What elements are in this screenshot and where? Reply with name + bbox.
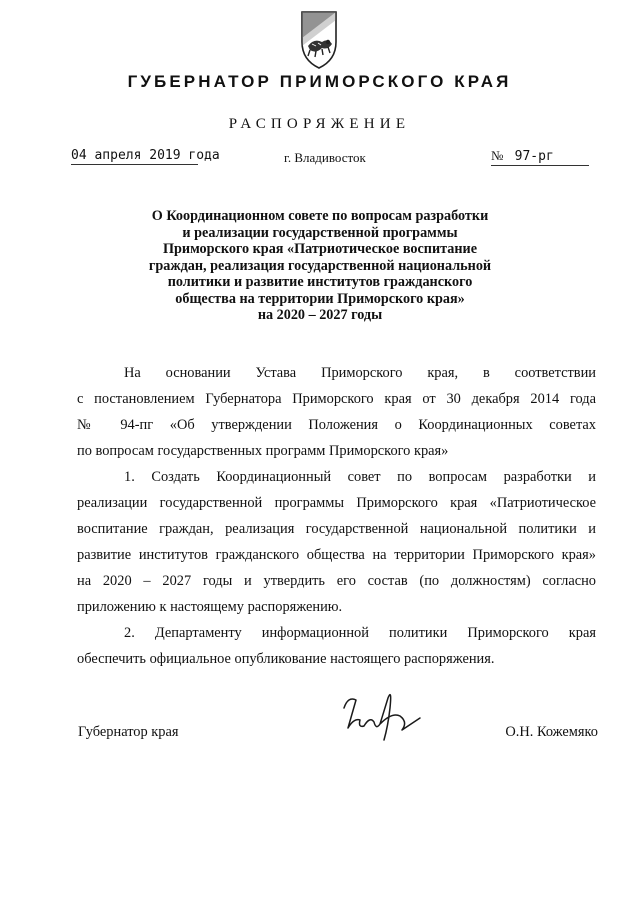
document-number [491,148,589,166]
document-body [77,360,596,672]
subject-line: и реализации государственной программы [182,224,458,241]
body-line: реализации государственной программы Приморского края «Патриотическое [77,495,596,511]
document-city: г. Владивосток [284,150,366,165]
body-line: воспитание граждан, реализация государственной национальной политики и [77,521,596,537]
document-date: 04 апреля 2019 года [71,148,220,163]
body-line: на 2020 – 2027 годы и утвердить его состав (по должностям) согласно [77,573,596,589]
body-line: по вопросам государственных программ Приморского края» [77,443,449,459]
subject-line: на 2020 – 2027 годы [257,307,383,323]
signatory-position: Губернатор края [78,724,179,740]
coat-of-arms-emblem [294,8,344,70]
issuer-title: ГУБЕРНАТОР ПРИМОРСКОГО КРАЯ [127,72,512,91]
number-label: № [491,148,504,163]
preamble-paragraph [77,360,596,464]
document-subject [120,208,520,324]
body-line: № 94-пг «Об утверждении Положения о Координационных советах [77,417,596,433]
item-2-paragraph [77,620,596,672]
subject-line: общества на территории Приморского края» [175,290,465,307]
body-line: 2. Департаменту информационной политики Приморского края [124,625,596,641]
number-value: 97-рг [514,149,554,164]
handwritten-signature [330,678,422,748]
body-line: обеспечить официальное опубликование настоящего распоряжения. [77,651,495,667]
body-line: 1. Создать Координационный совет по вопросам разработки и [124,469,596,485]
subject-line: граждан, реализация государственной национальной [148,257,492,274]
subject-line: политики и развитие институтов гражданского [167,274,473,290]
signatory-name: О.Н. Кожемяко [505,724,598,740]
subject-line: О Координационном совете по вопросам разработки [151,208,489,224]
body-line: с постановлением Губернатора Приморского края от 30 декабря 2014 года [77,391,596,407]
subject-line: Приморского края «Патриотическое воспитание [162,241,478,257]
item-1-paragraph [77,464,596,620]
body-line: На основании Устава Приморского края, в соответствии [124,365,596,381]
document-type: РАСПОРЯЖЕНИЕ [228,116,411,132]
body-line: развитие институтов гражданского общества на территории Приморского края» [77,547,596,563]
body-line: приложению к настоящему распоряжению. [77,599,343,615]
